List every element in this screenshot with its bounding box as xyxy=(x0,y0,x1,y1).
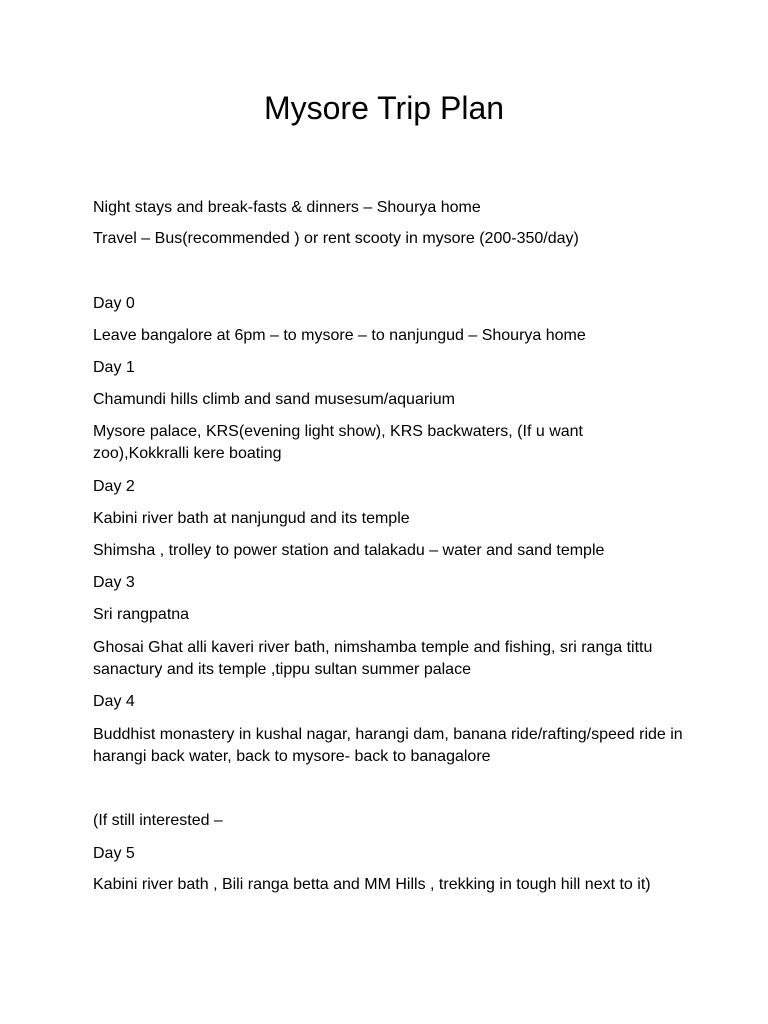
day-2-item: Shimsha , trolley to power station and talakadu – water and sand temple xyxy=(93,542,605,559)
travel-info: Travel – Bus(recommended ) or rent scooty in mysore (200-350/day) xyxy=(93,230,579,247)
day-1-item: Mysore palace, KRS(evening light show), KRS backwaters, (If u want zoo),Kokkralli kere boating xyxy=(93,423,583,462)
day-5-item: Kabini river bath , Bili ranga betta and MM Hills , trekking in tough hill next to it) xyxy=(93,876,651,893)
day-2-heading: Day 2 xyxy=(93,478,135,495)
day-3-item: Sri rangpatna xyxy=(93,606,190,623)
day-3-item: Ghosai Ghat alli kaveri river bath, nimshamba temple and fishing, sri ranga tittu sanactury and its temple ,tippu sultan summer palace xyxy=(93,639,653,678)
day-3-heading: Day 3 xyxy=(93,574,135,591)
day-5-heading: Day 5 xyxy=(93,845,135,862)
day-1-item: Chamundi hills climb and sand musesum/aquarium xyxy=(93,391,455,408)
stay-info: Night stays and break-fasts & dinners – Shourya home xyxy=(93,199,481,216)
day-2-item: Kabini river bath at nanjungud and its temple xyxy=(93,510,410,527)
day-4-item: Buddhist monastery in kushal nagar, harangi dam, banana ride/rafting/speed ride in harangi back water, back to mysore- back to banagalore xyxy=(93,726,683,765)
page-title: Mysore Trip Plan xyxy=(263,90,505,126)
day-0-heading: Day 0 xyxy=(93,295,135,312)
optional-note: (If still interested – xyxy=(93,812,223,829)
day-0-item: Leave bangalore at 6pm – to mysore – to nanjungud – Shourya home xyxy=(93,327,586,344)
day-1-heading: Day 1 xyxy=(93,359,135,376)
day-4-heading: Day 4 xyxy=(93,693,135,710)
